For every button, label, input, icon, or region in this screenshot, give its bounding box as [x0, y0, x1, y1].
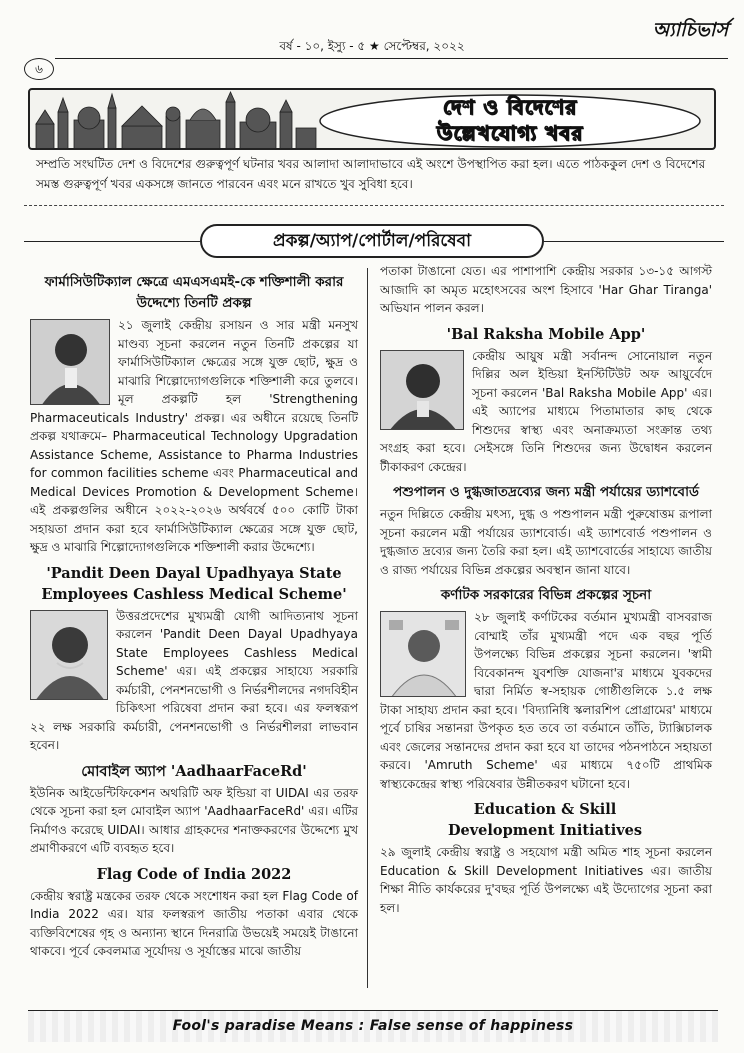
- news-banner: [28, 88, 716, 150]
- photo-yogi-adityanath: [30, 610, 108, 700]
- photo-minister-mandaviya: [30, 319, 110, 405]
- intro-divider: [24, 205, 724, 206]
- article-title-bal-raksha: 'Bal Raksha Mobile App': [446, 325, 646, 343]
- pill-line-right: [544, 241, 724, 242]
- article-body-pharma: ২১ জুলাই কেন্দ্রীয় রসায়ন ও সার মন্ত্রী মনসুখ মাণ্ডব্য সূচনা করলেন নতুন তিনটি প্রকল্পের যা ফার্মাসিউটিক্যাল ক্ষেত্রের সঙ্গে যুক্ত ছোট, ক্ষুদ্র ও মাঝারি শিল্পোদ্যোগগুলিকে শক্তিশালী করে তুলবে। মূল প্রকল্পটি হল 'Strengthening Pharmaceuticals Industry' প্রকল্প। এর অধীনে রয়েছে তিনটি প্রকল্প যথাক্রমে– Pharmaceutical Technology Upgradation Assistance Scheme, Assistance to Pharma Industries for common facilities scheme এবং Pharmaceutical and Medical Devices Promotion & Development Scheme। এই প্রকল্পগুলির অধীনে ২০২২-২০২৬ অর্থবর্ষে ৫০০ কোটি টাকা সহায়তা প্রদান করা হবে ফার্মাসিউটিক্যাল ক্ষেত্রের সঙ্গে যুক্ত ছোট, ক্ষুদ্র ও মাঝারি শিল্পোদ্যোগগুলিকে শক্তিশালী করার উদ্দেশ্যে।: [30, 318, 358, 554]
- article-body-flag-code-continued: পতাকা টাঙানো যেত। এর পাশাপাশি কেন্দ্রীয় সরকার ১৩-১৫ আগস্ট আজাদি কা অমৃত মহোৎসবের অংশ হিসাবে 'Har Ghar Tiranga' অভিযান পালন করল।: [380, 264, 712, 315]
- right-column: [380, 262, 712, 917]
- article-title-karnataka-schemes: কর্ণাটক সরকারের বিভিন্ন প্রকল্পের সূচনা: [440, 587, 652, 603]
- article-title-cashless-scheme: 'Pandit Deen Dayal Upadhyaya State Employees Cashless Medical Scheme': [41, 564, 347, 603]
- pill-line-left: [24, 241, 200, 242]
- brand-logo: অ্যাচিভার্স: [652, 19, 728, 41]
- left-column: [30, 268, 358, 961]
- photo-basavaraj-bommai: [380, 611, 466, 697]
- article-body-flag-code: কেন্দ্রীয় স্বরাষ্ট্র মন্ত্রকের তরফ থেকে সংশোধন করা হল Flag Code of India 2022 এর। যার ফলস্বরূপ জাতীয় পতাকা এবার থেকে ব্যক্তিবিশেষের গৃহ ও অন্যান্য স্থানে দিনরাত্রি উভয়েই সময়েই টাঙানো থাকবে। পূর্বে কেবলমাত্র সূর্যোদয় ও সূর্যাস্তের মাঝে জাতীয়: [30, 888, 358, 958]
- issue-meta: বর্ষ - ১০, ইস্যু - ৫ ★ সেপ্টেম্বর, ২০২২: [279, 39, 465, 53]
- header-rule: [55, 58, 728, 59]
- column-separator: [367, 268, 368, 988]
- article-body-bal-raksha: কেন্দ্রীয় আয়ুষ মন্ত্রী সর্বানন্দ সোনোয়াল নতুন দিল্লির অল ইন্ডিয়া ইনস্টিটিউট অফ আয়ুর্বেদে সূচনা করলেন 'Bal Raksha Mobile App' এর। এই অ্যাপের মাধ্যমে পিতামাতার কাছ থেকে শিশুদের স্বাস্থ্য এবং অনাক্রম্যতা সংক্রান্ত তথ্য সংগ্রহ করা হবে। সেইসঙ্গে তিনি শিশুদের জন্য উদ্বোধন করলেন টীকাকরণ কেন্দ্রের।: [380, 348, 712, 474]
- article-title-pharma: ফার্মাসিউটিক্যাল ক্ষেত্রে এমএসএমই-কে শক্তিশালী করার উদ্দেশ্যে তিনটি প্রকল্প: [44, 274, 344, 311]
- article-body-dairy-dashboard: নতুন দিল্লিতে কেন্দ্রীয় মৎস্য, দুগ্ধ ও পশুপালন মন্ত্রী পুরুষোত্তম রূপালা সূচনা করলেন মন্ত্রী পর্যায়ের ড্যাশবোর্ড। এই ড্যাশবোর্ড পশুপালন ও দুগ্ধজাত দ্রব্যের জন্য তৈরি করা হল। এই ড্যাশবোর্ডের সাহায্যে জাতীয় ও রাজ্য পর্যায়ের বিভিন্ন প্রকল্পের অবস্থান জানা যাবে।: [380, 507, 712, 577]
- footer-idiom: Fool's paradise Means : False sense of happiness: [28, 1010, 718, 1042]
- intro-text: সম্প্রতি সংঘটিত দেশ ও বিদেশের গুরুত্বপূর্ণ ঘটনার খবর আলাদা আলাদাভাবে এই অংশে উপস্থাপিত করা হল। এতে পাঠককুল দেশ ও বিদেশের সমস্ত গুরুত্বপূর্ণ খবর একসঙ্গে জানতে পারবেন এবং মনে রাখতে খুব সুবিধা হবে।: [36, 157, 706, 191]
- article-title-dairy-dashboard: পশুপালন ও দুগ্ধজাতদ্রব্যের জন্য মন্ত্রী পর্যায়ের ড্যাশবোর্ড: [393, 484, 699, 500]
- page-number: ৬: [24, 58, 54, 80]
- photo-sarbananda-sonowal: [380, 350, 464, 430]
- banner-title-line2: উল্লেখযোগ্য খবর: [436, 121, 584, 145]
- article-body-karnataka-schemes: ২৮ জুলাই কর্ণাটকের বর্তমান মুখ্যমন্ত্রী বাসবরাজ বোম্মাই তাঁর মুখ্যমন্ত্রী পদে এক বছর পূর্তি উপলক্ষ্যে বিভিন্ন প্রকল্পের সূচনা করলেন। 'স্বামী বিবেকানন্দ যুবশক্তি যোজনা'র মাধ্যমে যুবকদের দ্বারা নির্মিত স্ব-সহায়ক গোষ্ঠীগুলিকে ১.৫ লক্ষ টাকা সাহায্য প্রদান করা হবে। 'বিদ্যানিধি স্কলারশিপ প্রোগ্রামের' মাধ্যমে পূর্বে চাষির সন্তানরা উপকৃত হত তবে তা বর্তমানে তাঁতি, ট্যাক্সিচালক এবং জেলের সন্তানদের প্রদান করা হবে যা তাদের পঠনপাঠনে সহায়তা করবে। 'Amruth Scheme' এর মাধ্যমে ৭৫০টি প্রাথমিক স্বাস্থ্যকেন্দ্রের স্বাস্থ্য পরিষেবার উন্নীতকরণ ঘটানো হবে।: [380, 610, 712, 791]
- article-title-education-skill: Education & Skill Development Initiatives: [447, 801, 643, 839]
- section-title: প্রকল্প/অ্যাপ/পোর্টাল/পরিষেবা: [200, 224, 544, 258]
- article-title-flag-code: Flag Code of India 2022: [96, 865, 292, 883]
- article-body-aadhaar-app: ইউনিক আইডেন্টিফিকেশন অথরিটি অফ ইন্ডিয়া বা UIDAI এর তরফ থেকে সূচনা করা হল মোবাইল অ্যাপ 'AadhaarFaceRd' এর। এটির নির্মাণও করেছে UIDAI। আধার গ্রাহকদের শনাক্তকরণের উদ্দেশ্যে মুখ প্রমাণীকরণে এটি ব্যবহৃত হবে।: [30, 785, 358, 855]
- banner-title-line1: দেশ ও বিদেশের: [442, 95, 578, 119]
- banner-title: [320, 94, 700, 146]
- article-title-aadhaar-app: মোবাইল অ্যাপ 'AadhaarFaceRd': [81, 762, 307, 780]
- article-body-education-skill: ২৯ জুলাই কেন্দ্রীয় স্বরাষ্ট্র ও সহযোগ মন্ত্রী অমিত শাহ সূচনা করলেন Education & Skill Development Initiatives এর। জাতীয় শিক্ষা নীতি কার্যকরের দু'বছর পূর্তি উপলক্ষ্যে এই উদ্যোগের সূচনা করা হল।: [380, 845, 712, 915]
- article-body-cashless-scheme: উত্তরপ্রদেশের মুখ্যমন্ত্রী যোগী আদিত্যনাথ সূচনা করলেন 'Pandit Deen Dayal Upadhyaya State Employees Cashless Medical Scheme' এর। এই প্রকল্পের সাহায্যে সরকারি কর্মচারী, পেনশনভোগী ও নির্ভরশীলদের নগদবিহীন চিকিৎসা পরিষেবা প্রদান করা হবে। এর ফলস্বরূপ ২২ লক্ষ সরকারি কর্মচারী, পেনশনভোগী ও নির্ভরশীলরা লাভবান হবেন।: [30, 608, 358, 752]
